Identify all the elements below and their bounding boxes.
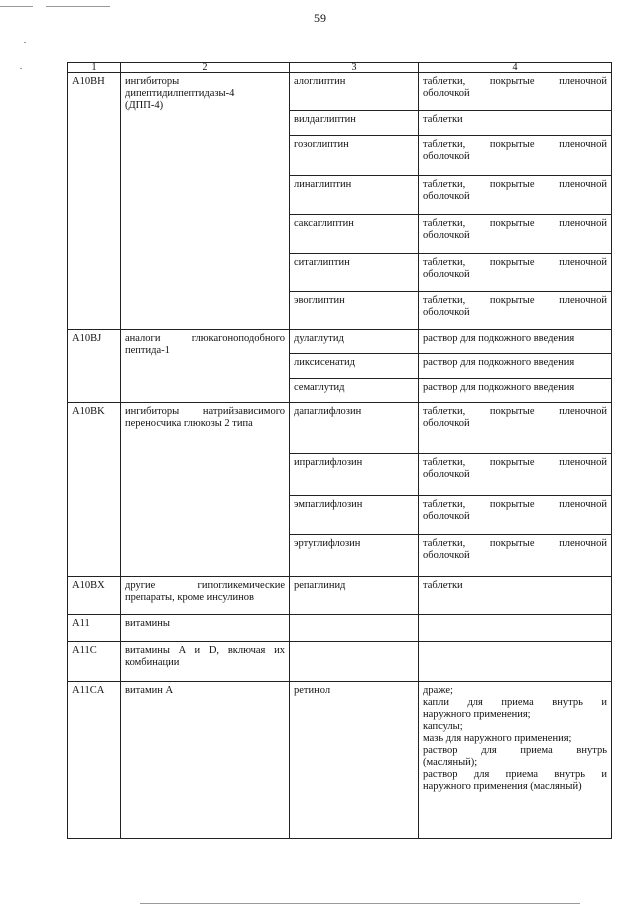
drug-name-cell: ситаглиптин: [290, 254, 419, 292]
dosage-form-line: наружного применения (масляный): [423, 781, 582, 792]
dosage-form-line: раствор для подкожного введения: [423, 382, 575, 393]
dosage-form-cell: [419, 215, 612, 254]
drug-name-cell: линаглиптин: [290, 176, 419, 215]
dosage-form-line: наружного применения;: [423, 709, 531, 720]
dosage-form-line: оболочкой: [423, 469, 470, 480]
dosage-form-line: мазь для наружного применения;: [423, 733, 572, 744]
drug-name-cell: [290, 615, 419, 642]
atc-code-cell: A10BX: [68, 577, 121, 615]
dosage-form-cell: [419, 535, 612, 577]
drug-name-cell: дапаглифлозин: [290, 403, 419, 454]
atc-code-cell: A10BJ: [68, 330, 121, 403]
dosage-form-cell: [419, 254, 612, 292]
dosage-form-cell: [419, 642, 612, 682]
dosage-form-cell: [419, 292, 612, 330]
bottom-rule: [140, 903, 580, 904]
dosage-form-cell: [419, 454, 612, 496]
dosage-form-line: драже;: [423, 685, 453, 696]
header-cell: 4: [419, 63, 612, 73]
group-name-cell: витамины A и D, включая их комбинации: [121, 642, 290, 682]
header-cell: 1: [68, 63, 121, 73]
dosage-form-line: таблетки, покрытые пленочной: [423, 257, 607, 268]
dosage-form-line: таблетки, покрытые пленочной: [423, 76, 607, 87]
table-row: [68, 330, 612, 354]
top-left-rule-2: [46, 6, 110, 7]
drug-name-cell: ликсисенатид: [290, 354, 419, 379]
drug-name-cell: саксаглиптин: [290, 215, 419, 254]
top-left-rule: [0, 6, 33, 7]
medicines-table: [67, 62, 612, 839]
dosage-form-line: раствор для подкожного введения: [423, 357, 575, 368]
drug-name-cell: репаглинид: [290, 577, 419, 615]
dosage-form-cell: [419, 354, 612, 379]
drug-name-cell: алоглиптин: [290, 73, 419, 111]
header-cell: 2: [121, 63, 290, 73]
drug-name-cell: эмпаглифлозин: [290, 496, 419, 535]
dosage-form-line: раствор для приема внутрь: [423, 745, 607, 756]
dosage-form-line: капсулы;: [423, 721, 463, 732]
table-row: [68, 577, 612, 615]
drug-name-cell: эртуглифлозин: [290, 535, 419, 577]
dosage-form-cell: [419, 111, 612, 136]
dosage-form-cell: [419, 403, 612, 454]
header-row: [68, 63, 612, 73]
dosage-form-line: оболочкой: [423, 269, 470, 280]
dosage-form-line: таблетки, покрытые пленочной: [423, 139, 607, 150]
atc-code-cell: A11C: [68, 642, 121, 682]
dosage-form-cell: [419, 176, 612, 215]
dosage-form-line: таблетки, покрытые пленочной: [423, 406, 607, 417]
drug-name-cell: ипраглифлозин: [290, 454, 419, 496]
dosage-form-line: таблетки, покрытые пленочной: [423, 457, 607, 468]
dosage-form-line: таблетки, покрытые пленочной: [423, 295, 607, 306]
group-name-cell: [121, 73, 290, 330]
dosage-form-line: оболочкой: [423, 511, 470, 522]
dosage-form-line: оболочкой: [423, 230, 470, 241]
dosage-form-line: капли для приема внутрь и: [423, 697, 607, 708]
atc-code-cell: A11: [68, 615, 121, 642]
drug-name-cell: гозоглиптин: [290, 136, 419, 176]
group-name-cell: витамин A: [121, 682, 290, 839]
dosage-form-cell: [419, 136, 612, 176]
dosage-form-line: оболочкой: [423, 418, 470, 429]
dosage-form-cell: [419, 682, 612, 839]
dosage-form-cell: [419, 577, 612, 615]
page-number: 59: [314, 11, 326, 25]
group-name: ингибиторы дипептидилпептидазы-4 (ДПП-4): [125, 76, 235, 111]
drug-name-cell: вилдаглиптин: [290, 111, 419, 136]
drug-name-cell: эвоглиптин: [290, 292, 419, 330]
dosage-form-line: таблетки: [423, 580, 463, 591]
group-name-cell: другие гипогликемические препараты, кроме инсулинов: [121, 577, 290, 615]
table-row: [68, 615, 612, 642]
atc-code-cell: A10BK: [68, 403, 121, 577]
dosage-form-line: таблетки: [423, 114, 463, 125]
table-row: [68, 642, 612, 682]
dosage-form-cell: [419, 379, 612, 403]
dosage-form-cell: [419, 330, 612, 354]
header-cell: 3: [290, 63, 419, 73]
dosage-form-line: (масляный);: [423, 757, 478, 768]
dosage-form-cell: [419, 73, 612, 111]
margin-mark: [20, 68, 22, 69]
dosage-form-cell: [419, 615, 612, 642]
group-name-cell: аналоги глюкагоноподобного пептида-1: [121, 330, 290, 403]
group-name-cell: ингибиторы натрийзависимого переносчика глюкозы 2 типа: [121, 403, 290, 577]
table-row: [68, 682, 612, 839]
dosage-form-line: оболочкой: [423, 307, 470, 318]
drug-name-cell: ретинол: [290, 682, 419, 839]
dosage-form-line: таблетки, покрытые пленочной: [423, 499, 607, 510]
dosage-form-line: таблетки, покрытые пленочной: [423, 179, 607, 190]
atc-code-cell: A11CA: [68, 682, 121, 839]
dosage-form-cell: [419, 496, 612, 535]
dosage-form-line: таблетки, покрытые пленочной: [423, 538, 607, 549]
table-row: [68, 73, 612, 111]
dosage-form-line: таблетки, покрытые пленочной: [423, 218, 607, 229]
dosage-form-line: оболочкой: [423, 151, 470, 162]
drug-name-cell: дулаглутид: [290, 330, 419, 354]
margin-mark: [24, 42, 26, 43]
dosage-form-line: оболочкой: [423, 550, 470, 561]
dosage-form-line: оболочкой: [423, 191, 470, 202]
atc-code-cell: A10BH: [68, 73, 121, 330]
drug-name-cell: семаглутид: [290, 379, 419, 403]
table-row: [68, 403, 612, 454]
dosage-form-line: раствор для подкожного введения: [423, 333, 575, 344]
dosage-form-line: раствор для приема внутрь и: [423, 769, 607, 780]
group-name-cell: витамины: [121, 615, 290, 642]
drug-name-cell: [290, 642, 419, 682]
dosage-form-line: оболочкой: [423, 88, 470, 99]
